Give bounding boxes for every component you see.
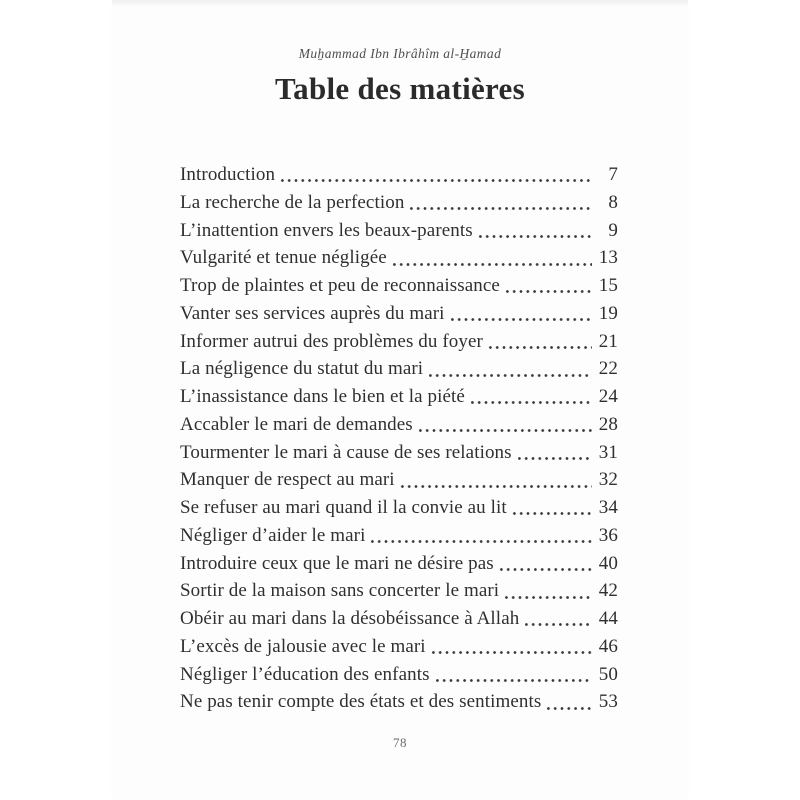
toc-entry-page-number: 32: [598, 469, 618, 491]
dot-leader: [279, 161, 592, 189]
toc-entry-page-number: 31: [598, 441, 618, 463]
toc-entry: [180, 605, 618, 633]
toc-entry-page-number: 13: [598, 247, 618, 269]
dot-leader: [399, 466, 592, 494]
toc-entry-label: Ne pas tenir compte des états et des sentiments: [180, 691, 542, 713]
toc-entry-label: La négligence du statut du mari: [180, 358, 424, 380]
toc-entry-label: Négliger d’aider le mari: [180, 524, 366, 546]
dot-leader: [516, 439, 592, 467]
toc-entry-label: Vulgarité et tenue négligée: [180, 247, 387, 269]
toc-entry-page-number: 46: [598, 635, 618, 657]
toc-entry: [180, 328, 618, 356]
toc-entry-label: Négliger l’éducation des enfants: [180, 663, 430, 685]
toc-entry-label: L’inattention envers les beaux-parents: [180, 219, 473, 241]
toc-entry-page-number: 42: [598, 580, 618, 602]
toc-entry-label: Trop de plaintes et peu de reconnaissance: [180, 275, 500, 296]
dot-leader: [408, 189, 592, 217]
dot-leader: [545, 688, 592, 716]
table-of-contents: [180, 161, 618, 716]
toc-entry-page-number: 50: [598, 663, 618, 685]
toc-entry: [180, 383, 618, 411]
toc-entry: [180, 550, 618, 578]
dot-leader: [369, 522, 592, 550]
toc-entry: [180, 411, 618, 439]
toc-entry: [180, 272, 618, 300]
toc-entry-label: Informer autrui des problèmes du foyer: [180, 330, 483, 352]
dot-leader: [391, 244, 592, 272]
toc-entry: [180, 439, 618, 467]
dot-leader: [449, 300, 592, 328]
dot-leader: [504, 272, 592, 300]
toc-entry: [180, 217, 618, 245]
toc-entry-label: Introduction: [180, 164, 276, 185]
toc-entry-page-number: 36: [598, 524, 618, 546]
page-number: 78: [393, 735, 407, 750]
toc-entry-page-number: 7: [608, 164, 618, 185]
toc-entry: [180, 466, 618, 494]
toc-entry-label: Manquer de respect au mari: [180, 469, 395, 491]
dot-leader: [523, 605, 592, 633]
toc-entry: [180, 577, 618, 605]
toc-entry: [180, 661, 618, 689]
toc-entry-label: Obéir au mari dans la désobéissance à Allah: [180, 608, 520, 629]
dot-leader: [430, 633, 592, 661]
dot-leader: [434, 661, 592, 689]
toc-entry-label: La recherche de la perfection: [180, 191, 405, 213]
toc-entry-label: Tourmenter le mari à cause de ses relations: [180, 441, 512, 463]
toc-entry-label: L’inassistance dans le bien et la piété: [180, 386, 465, 407]
toc-entry-page-number: 53: [598, 691, 618, 713]
toc-entry-page-number: 21: [598, 330, 618, 352]
dot-leader: [469, 383, 592, 411]
toc-entry: [180, 244, 618, 272]
toc-entry: [180, 161, 618, 189]
toc-entry: [180, 189, 618, 217]
book-page: [112, 0, 688, 800]
toc-entry-page-number: 24: [598, 386, 618, 407]
toc-entry: [180, 688, 618, 716]
toc-entry: [180, 494, 618, 522]
dot-leader: [427, 355, 592, 383]
toc-entry-page-number: 22: [598, 358, 618, 380]
toc-entry: [180, 633, 618, 661]
toc-entry-page-number: 19: [598, 302, 618, 324]
dot-leader: [477, 217, 592, 245]
toc-entry-page-number: 44: [598, 608, 618, 629]
toc-entry: [180, 300, 618, 328]
dot-leader: [487, 328, 592, 356]
toc-entry-label: Introduire ceux que le mari ne désire pas: [180, 552, 494, 574]
dot-leader: [498, 550, 592, 578]
toc-entry-label: Vanter ses services auprès du mari: [180, 302, 445, 324]
dot-leader: [417, 411, 592, 439]
toc-entry: [180, 522, 618, 550]
toc-entry-page-number: 15: [598, 275, 618, 296]
dot-leader: [511, 494, 592, 522]
toc-entry-page-number: 34: [598, 497, 618, 518]
toc-entry-label: Accabler le mari de demandes: [180, 413, 413, 435]
toc-entry-page-number: 40: [598, 552, 618, 574]
dot-leader: [503, 577, 592, 605]
toc-entry-page-number: 8: [608, 191, 618, 213]
toc-entry-label: L’excès de jalousie avec le mari: [180, 635, 426, 657]
toc-entry-page-number: 28: [598, 413, 618, 435]
page-title: Table des matières: [275, 71, 525, 106]
toc-entry: [180, 355, 618, 383]
author-header: Muẖammad Ibn Ibrâhîm al-H̱amad: [298, 46, 502, 61]
toc-entry-label: Se refuser au mari quand il la convie au lit: [180, 497, 507, 518]
toc-entry-page-number: 9: [608, 219, 618, 241]
toc-entry-label: Sortir de la maison sans concerter le mari: [180, 580, 500, 602]
